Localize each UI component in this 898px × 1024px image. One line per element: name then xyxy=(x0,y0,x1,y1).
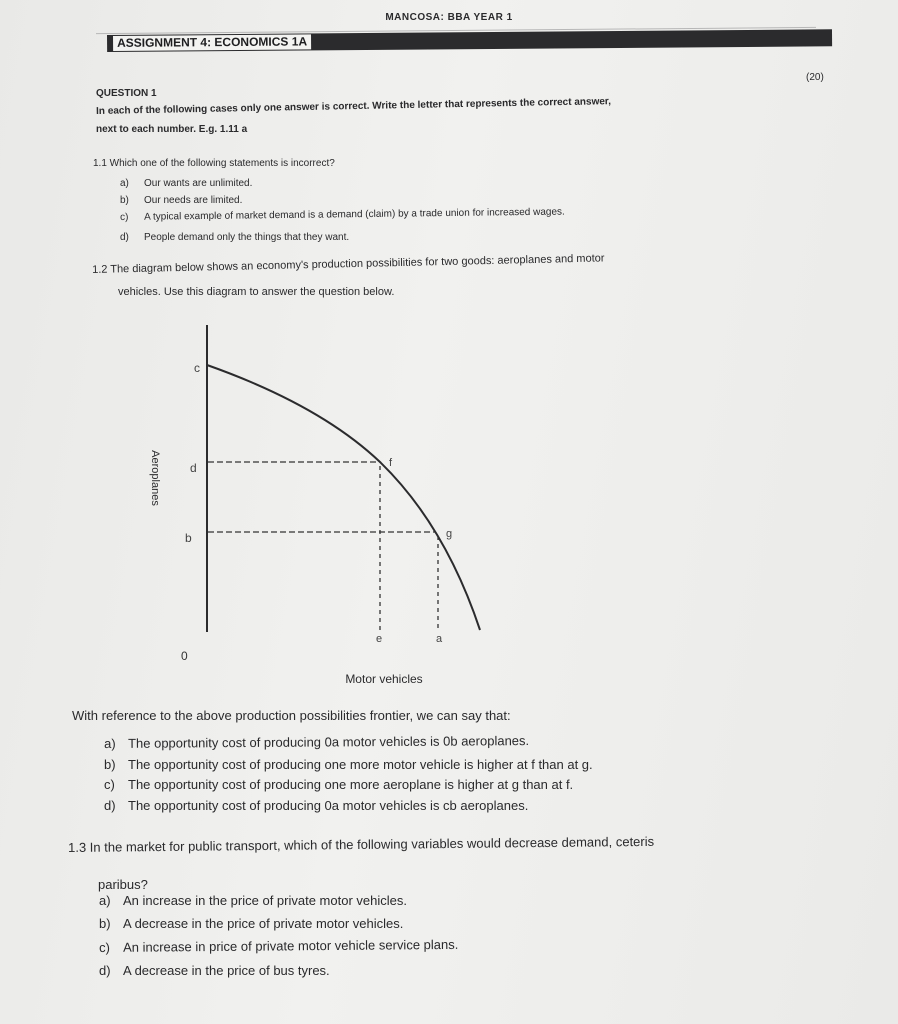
q1-2-stem-line-1: 1.2 The diagram below shows an economy's production possibilities for two goods: aeroplanes and motor xyxy=(92,252,605,276)
option-letter: a) xyxy=(99,893,111,908)
option-text: The opportunity cost of producing one more aeroplane is higher at g than at f. xyxy=(128,777,574,792)
y-tick-c: c xyxy=(194,361,200,375)
y-axis-label: Aeroplanes xyxy=(149,450,161,506)
option-text: The opportunity cost of producing 0a motor vehicles is 0b aeroplanes. xyxy=(127,733,530,751)
instruction-line-2: next to each number. E.g. 1.11 a xyxy=(96,124,248,135)
option-letter: b) xyxy=(104,757,116,772)
document-header-title: MANCOSA: BBA YEAR 1 xyxy=(385,12,513,23)
point-label-f: f xyxy=(389,457,393,469)
q1-3-option-d xyxy=(99,963,330,978)
question-title: QUESTION 1 xyxy=(96,88,157,99)
option-text: Our needs are limited. xyxy=(144,195,243,206)
x-axis-label: Motor vehicles xyxy=(345,672,423,686)
option-text: People demand only the things that they want. xyxy=(144,232,350,243)
option-letter: b) xyxy=(99,916,111,931)
q1-2-option-c xyxy=(104,777,573,792)
q1-2-option-d xyxy=(104,798,528,813)
assignment-banner-label: ASSIGNMENT 4: ECONOMICS 1A xyxy=(113,34,311,51)
ppf-curve xyxy=(207,365,480,630)
y-tick-b: b xyxy=(185,531,192,545)
instruction-line-1: In each of the following cases only one answer is correct. Write the letter that represents the correct answer, xyxy=(96,96,612,117)
option-letter: c) xyxy=(104,777,115,792)
option-letter: b) xyxy=(120,195,129,206)
option-letter: d) xyxy=(104,798,116,813)
option-letter: c) xyxy=(120,211,129,223)
option-text: Our wants are unlimited. xyxy=(144,178,253,189)
q1-2-stem-line-2: vehicles. Use this diagram to answer the question below. xyxy=(118,286,395,298)
option-text: An increase in the price of private motor vehicles. xyxy=(123,893,407,908)
option-letter: d) xyxy=(120,232,129,243)
option-letter: a) xyxy=(120,178,129,189)
q1-3-stem-line-1: 1.3 In the market for public transport, which of the following variables would decrease demand, ceteris xyxy=(68,833,655,855)
q1-3-option-c xyxy=(99,937,458,955)
q1-2-option-a xyxy=(104,733,529,751)
option-letter: a) xyxy=(104,735,116,751)
marks-label: (20) xyxy=(806,72,824,83)
y-tick-d: d xyxy=(190,461,197,475)
option-text: The opportunity cost of producing one more motor vehicle is higher at f than at g. xyxy=(128,757,593,772)
option-text: An increase in price of private motor vehicle service plans. xyxy=(122,936,459,955)
q1-3-option-b xyxy=(99,916,403,931)
x-tick-a: a xyxy=(436,633,443,645)
option-text: A decrease in the price of private motor vehicles. xyxy=(123,916,404,931)
option-letter: c) xyxy=(99,939,110,955)
option-text: A typical example of market demand is a demand (claim) by a trade union for increased wages. xyxy=(143,206,565,223)
option-letter: d) xyxy=(99,963,111,978)
q1-3-stem-line-2: paribus? xyxy=(98,877,148,892)
q1-1-stem: 1.1 Which one of the following statements is incorrect? xyxy=(93,158,335,169)
option-text: The opportunity cost of producing 0a motor vehicles is cb aeroplanes. xyxy=(128,798,529,813)
q1-2-lead: With reference to the above production possibilities frontier, we can say that: xyxy=(72,708,511,723)
origin-label: 0 xyxy=(181,649,188,663)
option-text: A decrease in the price of bus tyres. xyxy=(123,963,330,978)
q1-2-option-b xyxy=(104,757,593,772)
x-tick-e: e xyxy=(376,633,383,645)
point-label-g: g xyxy=(446,528,453,540)
q1-3-option-a xyxy=(99,893,407,908)
